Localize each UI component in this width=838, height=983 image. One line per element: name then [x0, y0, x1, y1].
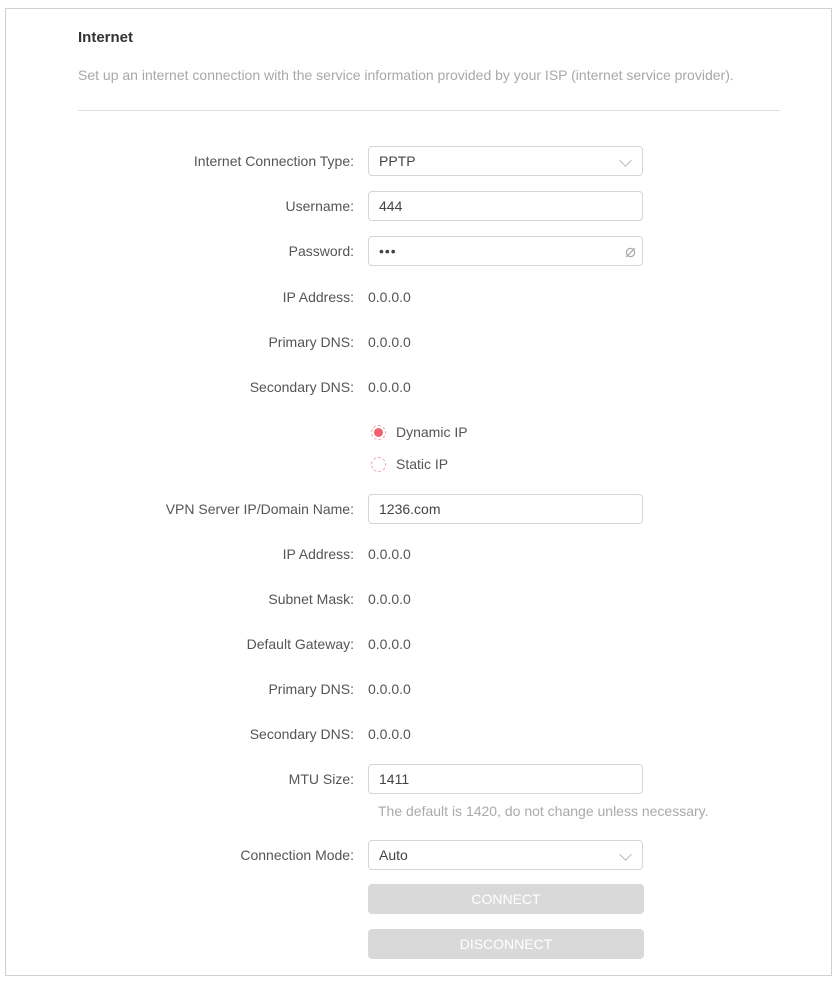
radio-label: Dynamic IP: [396, 424, 468, 440]
ip-address-value: 0.0.0.0: [368, 289, 411, 305]
connection-mode-row: [0, 840, 838, 870]
password-input[interactable]: [368, 236, 643, 266]
connection-type-label: Internet Connection Type:: [193, 153, 354, 169]
connection-type-value: PPTP: [379, 153, 416, 169]
mtu-row: [0, 764, 838, 794]
mtu-input[interactable]: 1411: [368, 764, 643, 794]
username-label: Username:: [285, 198, 354, 214]
secondary-dns-value: 0.0.0.0: [368, 379, 411, 395]
vpn-server-row: [0, 494, 838, 524]
vpn-server-label: VPN Server IP/Domain Name:: [165, 501, 354, 517]
primary-dns-label: Primary DNS:: [268, 334, 354, 350]
vpn-secondary-dns-value: 0.0.0.0: [368, 726, 411, 742]
section-description: Set up an internet connection with the service information provided by your ISP (internet service provider).: [78, 67, 734, 83]
vpn-server-input[interactable]: 1236.com: [368, 494, 643, 524]
divider: [78, 110, 780, 111]
vpn-primary-dns-row: [0, 674, 838, 704]
radio-label: Static IP: [396, 456, 449, 472]
gateway-label: Default Gateway:: [246, 636, 354, 652]
primary-dns-row: [0, 327, 838, 357]
mtu-hint: The default is 1420, do not change unless necessary.: [378, 803, 709, 819]
connection-mode-value: Auto: [379, 847, 408, 863]
password-value: •••: [379, 243, 397, 259]
radio-unchecked-icon: [371, 457, 386, 472]
primary-dns-value: 0.0.0.0: [368, 334, 411, 350]
radio-dynamic-ip[interactable]: [371, 424, 468, 440]
section-title: Internet: [78, 29, 134, 46]
connect-button[interactable]: CONNECT: [368, 884, 644, 914]
subnet-mask-row: [0, 584, 838, 614]
vpn-ip-row: [0, 539, 838, 569]
mtu-label: MTU Size:: [288, 771, 354, 787]
connection-type-row: [0, 146, 838, 176]
secondary-dns-row: [0, 372, 838, 402]
vpn-secondary-dns-label: Secondary DNS:: [249, 726, 354, 742]
gateway-row: [0, 629, 838, 659]
vpn-primary-dns-label: Primary DNS:: [268, 681, 354, 697]
vpn-primary-dns-value: 0.0.0.0: [368, 681, 411, 697]
radio-static-ip[interactable]: [371, 456, 448, 472]
radio-checked-icon: [371, 425, 386, 440]
connection-mode-select[interactable]: [368, 840, 643, 870]
password-row: [0, 236, 838, 266]
ip-address-label: IP Address:: [282, 289, 354, 305]
connection-mode-label: Connection Mode:: [240, 847, 354, 863]
chevron-down-icon: [619, 848, 632, 861]
disconnect-button[interactable]: DISCONNECT: [368, 929, 644, 959]
password-label: Password:: [288, 243, 354, 259]
connection-type-select[interactable]: [368, 146, 643, 176]
secondary-dns-label: Secondary DNS:: [249, 379, 354, 395]
username-input[interactable]: 444: [368, 191, 643, 221]
username-row: [0, 191, 838, 221]
vpn-secondary-dns-row: [0, 719, 838, 749]
gateway-value: 0.0.0.0: [368, 636, 411, 652]
vpn-ip-value: 0.0.0.0: [368, 546, 411, 562]
chevron-down-icon: [619, 154, 632, 167]
eye-hidden-icon[interactable]: ⌀: [625, 241, 636, 261]
subnet-mask-value: 0.0.0.0: [368, 591, 411, 607]
subnet-mask-label: Subnet Mask:: [268, 591, 354, 607]
ip-address-row: [0, 282, 838, 312]
vpn-ip-label: IP Address:: [282, 546, 354, 562]
